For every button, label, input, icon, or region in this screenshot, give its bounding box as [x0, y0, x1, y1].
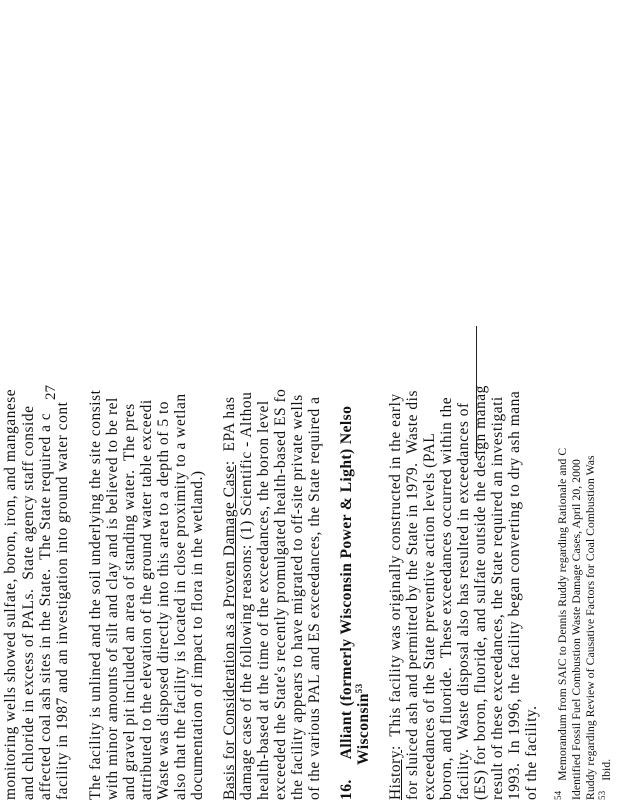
footnote-54-line1 [553, 447, 569, 800]
history-first-line [387, 393, 404, 800]
footnote-text: Memorandum from SAIC to Dennis Ruddy regarding Rationale and C [556, 447, 569, 781]
para2-line: with minor amounts of silt and clay and is believed to be rel [104, 397, 121, 800]
footnote-separator [476, 326, 477, 458]
footnote-number: 53 [597, 790, 608, 800]
basis-first-line [221, 396, 238, 800]
footnote-54-line3: Ruddy regarding Review of Causative Factors for Coal Combustion Was [584, 455, 597, 800]
history-line: of the facility. [523, 705, 540, 800]
history-line: 1993. In 1996, the facility began converting to dry ash mana [506, 390, 523, 800]
footnote-ref-53: 53 [353, 683, 364, 694]
basis-label: Basis for Consideration as a Proven Damage Case [221, 465, 238, 800]
history-line: facility. Waste disposal also has resulted in exceedances of [455, 402, 472, 800]
section-number: 16. [338, 779, 355, 800]
basis-line: exceeded the State's recently promulgated health-based ES fo [272, 388, 289, 800]
section-heading-line2 [355, 683, 372, 765]
upper-para-line: monitoring wells showed sulfate, boron, iron, and manganese [2, 388, 19, 800]
section-title-line1: Alliant (formerly Wisconsin Power & Light) Nelso [338, 405, 355, 760]
footnote-number: 54 [553, 790, 564, 800]
footnote-53-line1 [597, 758, 613, 800]
para2-line: and gravel pit included an area of standing water. The pres [121, 403, 138, 800]
page-number: 27 [43, 385, 59, 400]
upper-para-line: facility in 1987 and an investigation into ground water cont [54, 401, 71, 800]
upper-para-line: and chloride in excess of PALs. State agency staff conside [20, 405, 37, 800]
basis-line: of the various PAL and ES exceedances, the State required a [306, 396, 323, 800]
history-label: History [387, 749, 404, 800]
upper-para-line: affected coal ash sites in the State. The State required a c [37, 412, 54, 800]
history-line1-rest: : This facility was originally constructed in the early [387, 393, 404, 750]
history-line: exceedances of the State preventive action levels (PAL [421, 432, 438, 800]
footnote-54-line2: Identified Fossil Fuel Combustion Waste Damage Cases, April 20, 2000 [570, 459, 583, 800]
para2-line: also that the facility is located in close proximity to a wetlan [172, 393, 189, 800]
para2-line: documentation of impact to flora in the wetland.) [189, 470, 206, 800]
basis-line: damage case of the following reasons: (1) Scientific - Althou [238, 391, 255, 800]
para2-line: attributed to the elevation of the ground water table exceedi [138, 399, 155, 800]
basis-line1-rest: : EPA has [221, 396, 238, 466]
basis-line: health-based at the time of the exceedances, the boron level [255, 400, 272, 800]
history-line: (ES) for boron, fluoride, and sulfate outside the design manag [472, 385, 489, 800]
footnote-text: Ibid. [600, 758, 613, 781]
para2-line: The facility is unlined and the soil underlying the site consist [87, 389, 104, 800]
history-line: result of these exceedances, the State required an investigati [489, 396, 506, 800]
para2-line: Waste was disposed directly into this area to a depth of 5 to [155, 400, 172, 800]
section-heading [338, 406, 355, 800]
basis-line: the facility appears to have migrated to off-site private wells [289, 394, 306, 800]
history-line: boron, and fluoride. These exceedances occurred within the [438, 396, 455, 800]
section-title-line2: Wisconsin [355, 693, 372, 765]
history-line: for sluiced ash and permitted by the State in 1979. Waste dis [404, 390, 421, 800]
